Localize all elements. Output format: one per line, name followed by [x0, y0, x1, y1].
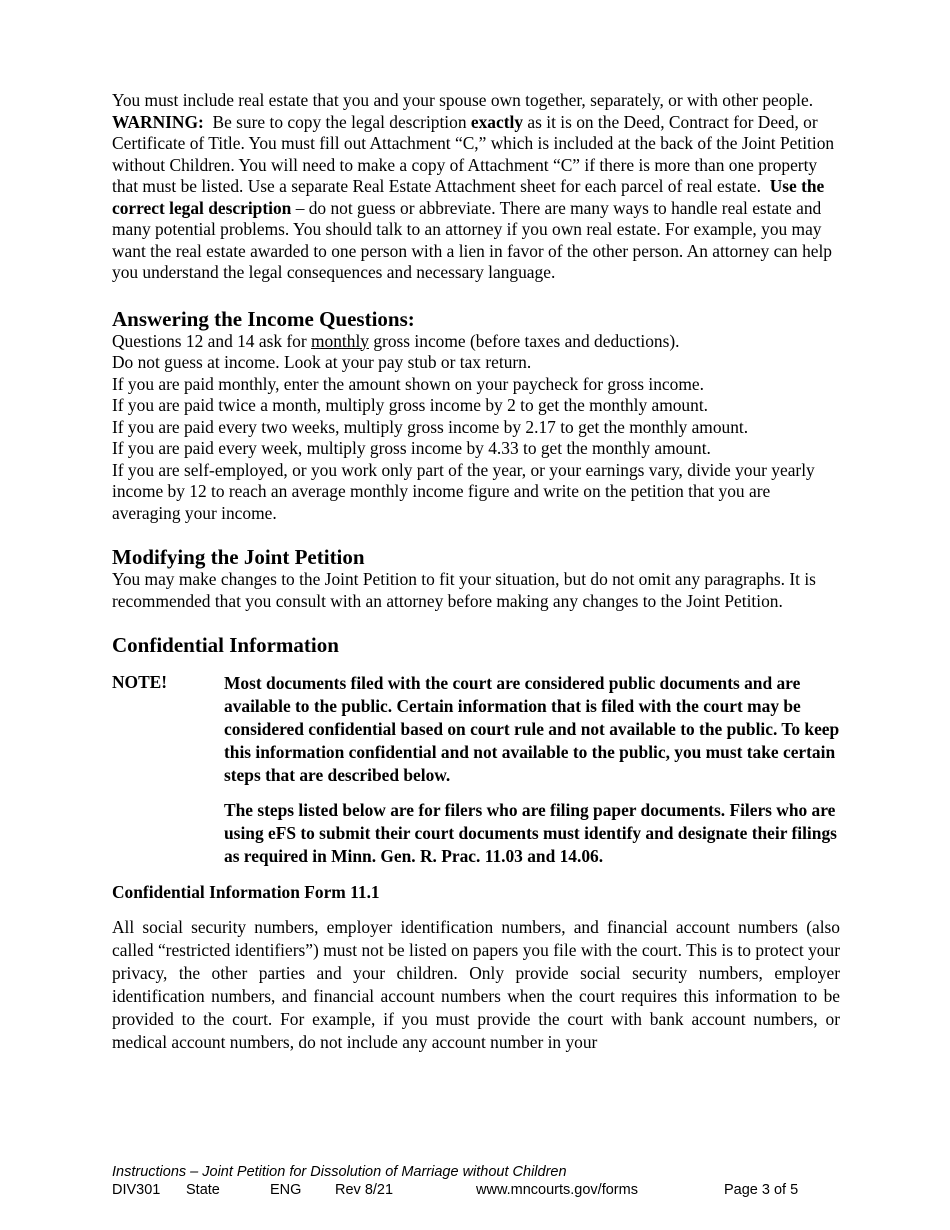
monthly-underlined: monthly — [311, 330, 369, 351]
income-line-7: If you are self-employed, or you work only part of the year, or your earnings vary, divide your yearly income by 12 to reach an average monthly income figure and write on the petition that you are averaging your income. — [112, 459, 815, 523]
income-instructions — [112, 331, 840, 525]
intro-sentence-2b: as it is on the Deed, Contract for Deed, or Certificate of Title. You must fill out Attachment “C,” which is included at the back of the Joint Petition without Children. You will need to make a copy of Attachment “C” if there is more than one property that must be listed. Use a separate Real Estate Attachment sheet for each parcel of real estate. — [112, 111, 835, 196]
income-line-1b: gross income (before taxes and deductions). — [373, 330, 680, 351]
note-block — [112, 672, 840, 868]
real-estate-paragraph — [112, 90, 840, 284]
footer-language: ENG — [270, 1182, 302, 1198]
footer-row — [112, 1181, 840, 1199]
exactly-emphasis: exactly — [470, 111, 524, 132]
footer-revision: Rev 8/21 — [335, 1182, 394, 1198]
income-line-2: Do not guess at income. Look at your pay stub or tax return. — [112, 352, 532, 372]
footer-jurisdiction: State — [186, 1182, 220, 1198]
income-line-1a: Questions 12 and 14 ask for — [112, 330, 307, 351]
document-page — [112, 90, 840, 1054]
footer-website: www.mncourts.gov/forms — [476, 1182, 638, 1198]
form-11-1-paragraph: All social security numbers, employer identification numbers, and financial account numbers (also called “restricted identifiers”) must not be listed on papers you file with the court. This is to protect your privacy, the other parties and your children. Only provide social security numbers, employer identification numbers, and financial account numbers when the court requires this information to be provided to the court. For example, if you must provide the court with bank account numbers, or medical account numbers, do not include any account number in your — [112, 916, 840, 1052]
confidential-heading: Confidential Information — [112, 633, 339, 657]
footer-title: Instructions – Joint Petition for Dissolution of Marriage without Children — [112, 1164, 567, 1180]
footer-page-number: Page 3 of 5 — [724, 1182, 799, 1198]
page-footer — [112, 1163, 840, 1199]
income-line-4: If you are paid twice a month, multiply gross income by 2 to get the monthly amount. — [112, 395, 709, 415]
income-heading: Answering the Income Questions: — [112, 306, 415, 331]
warning-label: WARNING: — [112, 111, 204, 132]
intro-sentence-3: – do not guess or abbreviate. There are many ways to handle real estate and many potential problems. You should talk to an attorney if you own real estate. For example, you may want the real estate awarded to one person with a lien in favor of the other person. An attorney can help you understand the legal consequences and necessary language. — [112, 197, 833, 282]
footer-form-id: DIV301 — [112, 1182, 161, 1198]
note-text — [224, 672, 840, 868]
modify-paragraph: You may make changes to the Joint Petition to fit your situation, but do not omit any paragraphs. It is recommended that you consult with an attorney before making any changes to the Joint Petition. — [112, 569, 816, 611]
intro-sentence-2a: Be sure to copy the legal description — [212, 111, 467, 132]
note-label: NOTE! — [112, 672, 168, 692]
income-line-6: If you are paid every week, multiply gross income by 4.33 to get the monthly amount. — [112, 438, 711, 458]
form-11-1-heading: Confidential Information Form 11.1 — [112, 882, 380, 902]
income-line-3: If you are paid monthly, enter the amount shown on your paycheck for gross income. — [112, 373, 704, 394]
modify-heading: Modifying the Joint Petition — [112, 545, 365, 569]
legal-description-emphasis: Use the correct legal description — [112, 176, 825, 218]
income-line-5: If you are paid every two weeks, multiply gross income by 2.17 to get the monthly amount. — [112, 416, 749, 437]
note-paragraph-1: Most documents filed with the court are considered public documents and are available to the public. Certain information that is filed with the court may be considered confidential based on court rule and not available to the public. To keep this information confidential and not available to the public, you must take certain steps that are described below. — [224, 673, 840, 785]
note-paragraph-2: The steps listed below are for filers who are filing paper documents. Filers who are using eFS to submit their court documents must identify and designate their filings as required in Minn. Gen. R. Prac. 11.03 and 14.06. — [224, 800, 837, 866]
intro-sentence-1: You must include real estate that you and your spouse own together, separately, or with other people. — [112, 90, 814, 110]
income-line-1 — [112, 331, 840, 353]
